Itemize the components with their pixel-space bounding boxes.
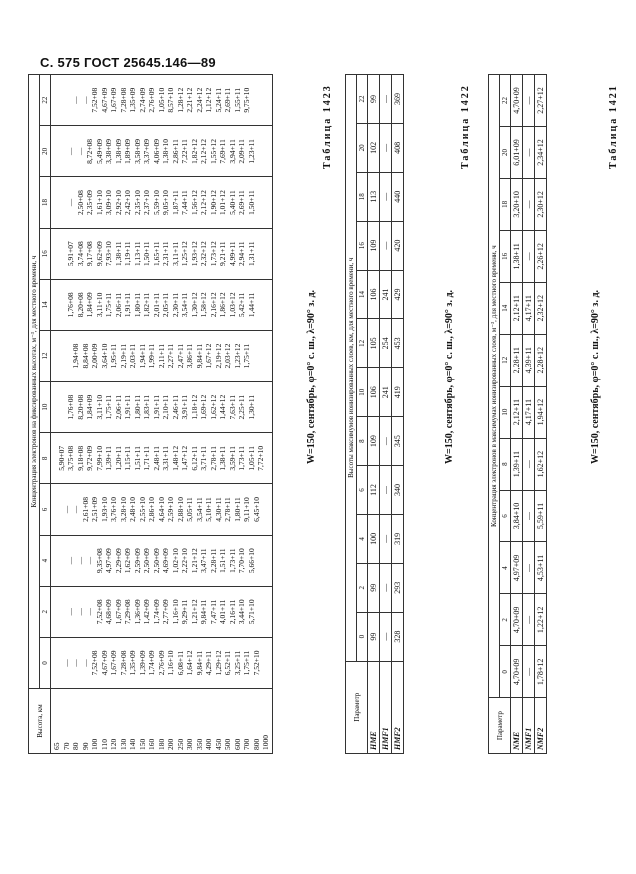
table-1421-group-head: Концентрация электронов в максимумах ионизированных слоев, м⁻³, для местного времени, ч: [489, 75, 500, 698]
table-1423-hour-head: 4: [40, 535, 51, 586]
table-1422-hour-head: 4: [357, 514, 368, 563]
table-1421-value-cell: —: [523, 646, 535, 698]
table-1421-value-cell: 2,32+12: [535, 282, 547, 334]
table-1422-value-cell: 99: [368, 563, 380, 612]
table-1422-value-cell: —: [380, 466, 392, 515]
table-1421-hour-head: 8: [500, 438, 511, 490]
table-1423-value-column: 5,91+07 3,74+08 9,17+08 9,62+09 7,93+10 1,38+11 1,19+11 1,13+11 1,50+11 1,65+11 2,31+11 3,11+11 1,25+12 1,93+12 2,32+12 1,73+12 9,21+11 4,99+11 2,94+11 1,31+11: [51, 228, 273, 279]
table-1421-hour-head: 12: [500, 334, 511, 386]
table-1421-param-head: Параметр: [489, 698, 511, 754]
table-1423-param-head: Высота, км: [29, 689, 51, 754]
table-1422-hour-head: 12: [357, 319, 368, 368]
table-1423-hour-head: 12: [40, 330, 51, 381]
table-1422-value-cell: 453: [392, 319, 404, 368]
table-1422-value-cell: 106: [368, 270, 380, 319]
table-1423-value-column: — — — 7,52+08 4,67+09 1,67+09 7,28+08 1,35+09 1,39+09 1,74+09 2,76+09 1,16+10 6,08+11 1,64+12 9,84+11 4,29+11 1,29+12 6,52+11 3,25+11 1,75+11 7,52+10: [51, 637, 273, 688]
table-1421-row: [535, 75, 547, 754]
table-1423-value-column: 1,76+08 8,20+08 1,84+09 3,11+10 1,75+11 2,06+11 1,91+11 1,80+11 1,82+11 2,01+11 2,05+11 2,30+11 3,54+11 1,30+12 1,58+12 2,16+12 1,86+12 1,03+12 5,42+11 1,44+11: [51, 279, 273, 330]
table-1423-hour-head: 14: [40, 279, 51, 330]
table-1421-value-cell: 2,26+12: [535, 230, 547, 282]
table-1421-value-cell: 4,70+09: [511, 594, 523, 646]
table-1423-group-head: Концентрация электронов на фиксированных высотах, м⁻³, для местного времени, ч: [29, 75, 40, 689]
table-1423-hour-head: 8: [40, 433, 51, 484]
table-1422-hour-head: 10: [357, 368, 368, 417]
table-1422-param-cell: HMF1: [380, 661, 392, 753]
table-1421-value-cell: —: [523, 230, 535, 282]
table-1421-value-cell: —: [523, 438, 535, 490]
table-1422-row: [368, 75, 380, 754]
table-1423-hour-head: 22: [40, 75, 51, 126]
table-1422-value-cell: 106: [368, 368, 380, 417]
table-1421-value-cell: 2,12+11: [511, 386, 523, 438]
table-1422-value-cell: 99: [368, 612, 380, 661]
table-1423-hour-head: 18: [40, 177, 51, 228]
table-1422-value-cell: 345: [392, 417, 404, 466]
table-1422-value-cell: —: [380, 75, 392, 124]
table-1421-hour-head: 22: [500, 75, 511, 127]
table-1422-value-cell: 328: [392, 612, 404, 661]
table-1421-hour-head: 18: [500, 178, 511, 230]
table-1423-hour-head: 10: [40, 382, 51, 433]
table-1423-value-column: — — 2,61+08 2,51+09 1,93+10 3,76+10 3,28+10 2,48+10 2,55+10 2,86+10 4,64+10 2,59+10 2,88+10 5,05+11 3,54+11 5,10+11 4,30+11 2,78+11 1,80+11 9,11+10 6,45+10: [51, 484, 273, 535]
table-1422-row: [392, 75, 404, 754]
table-1422-label: Таблица 1422: [460, 84, 471, 169]
table-1422-value-cell: 369: [392, 75, 404, 124]
table-1423-value-column: — — — 7,52+08 4,68+09 1,67+09 7,29+08 1,36+09 1,42+09 1,74+09 2,77+09 1,16+10 9,29+11 1,21+12 9,84+11 7,47+11 4,01+11 2,16+11 3,44+10 5,71+10: [51, 586, 273, 637]
table-1421-value-cell: 1,39+11: [511, 438, 523, 490]
table-1422-value-cell: —: [380, 417, 392, 466]
table-1421-value-cell: —: [523, 126, 535, 178]
table-1423-condition: W=150, сентябрь, φ=0° с. ш., λ=90° з. д.: [306, 289, 317, 464]
table-1421-row: [511, 75, 523, 754]
table-1421-value-cell: 3,20+10: [511, 178, 523, 230]
table-1422-value-cell: 420: [392, 221, 404, 270]
table-1422-row: [380, 75, 392, 754]
table-1422-value-cell: 99: [368, 75, 380, 124]
table-1421-value-cell: 2,12+11: [511, 282, 523, 334]
table-1421-hour-head: 16: [500, 230, 511, 282]
table-1422-value-cell: 105: [368, 319, 380, 368]
rotated-content: [0, 14, 636, 874]
table-1423-label: Таблица 1423: [322, 84, 333, 169]
table-1422-value-cell: 241: [380, 270, 392, 319]
table-1421-hour-head: 0: [500, 646, 511, 698]
table-1421-value-cell: 3,84+10: [511, 490, 523, 542]
table-1421-param-cell: NMF2: [535, 698, 547, 754]
table-1421-value-cell: 4,53+11: [535, 542, 547, 594]
table-1421-param-cell: NME: [511, 698, 523, 754]
page-header: С. 575 ГОСТ 25645.146—89: [40, 55, 216, 70]
table-1421-value-cell: 2,28+12: [535, 334, 547, 386]
table-1423-value-column: — 2,50+08 2,35+09 1,61+10 3,09+10 2,92+10 2,42+10 2,35+10 2,37+10 5,59+10 9,05+10 1,87+11 7,44+11 1,56+12 2,12+12 1,90+12 1,01+12 5,40+11 2,69+11 1,50+11: [51, 177, 273, 228]
table-1422-hour-head: 14: [357, 270, 368, 319]
table-1421-hour-head: 20: [500, 126, 511, 178]
table-1422-value-cell: —: [380, 563, 392, 612]
table-1421-value-cell: 4,70+09: [511, 646, 523, 698]
table-1421-value-cell: —: [523, 542, 535, 594]
table-1421-value-cell: 1,62+12: [535, 438, 547, 490]
table-1421-row: [523, 75, 535, 754]
table-1422-value-cell: 440: [392, 172, 404, 221]
table-1423-hour-head: 2: [40, 586, 51, 637]
table-1422-param-head: Параметр: [346, 661, 368, 753]
table-1422-value-cell: 293: [392, 563, 404, 612]
table-1421: [488, 74, 547, 754]
table-1421-hour-head: 4: [500, 542, 511, 594]
table-1421-value-cell: 4,70+09: [511, 75, 523, 127]
table-1422-value-cell: 112: [368, 466, 380, 515]
table-1423-hour-head: 20: [40, 126, 51, 177]
table-1421-value-cell: 4,39+11: [523, 334, 535, 386]
table-1423-value-column: 1,76+08 8,20+08 1,84+09 3,11+10 1,75+11 2,06+11 1,91+11 1,80+11 1,83+11 1,91+11 2,10+11 2,46+11 3,91+11 1,18+12 1,69+12 1,62+12 1,44+12 7,63+11 2,25+11 1,30+11: [51, 382, 273, 433]
table-1422-value-cell: —: [380, 172, 392, 221]
table-1421-value-cell: 4,17+11: [523, 282, 535, 334]
table-1423-hour-head: 16: [40, 228, 51, 279]
table-1422-value-cell: 340: [392, 466, 404, 515]
table-1422-value-cell: 109: [368, 417, 380, 466]
table-1423-hour-head: 0: [40, 637, 51, 688]
table-1422-value-cell: —: [380, 221, 392, 270]
table-1421-hour-head: 10: [500, 386, 511, 438]
table-1423: [28, 74, 273, 754]
table-1423-value-column: 1,94+08 8,84+08 2,00+09 3,64+10 1,95+11 2,19+11 2,03+11 1,94+11 1,99+11 2,11+11 2,27+11 2,47+11 3,86+11 9,84+11 1,67+12 2,19+12 2,03+12 1,23+12 1,75+11: [51, 330, 273, 381]
table-1421-hour-head: 14: [500, 282, 511, 334]
table-1421-value-cell: 2,34+12: [535, 126, 547, 178]
table-1421-value-cell: 6,01+09: [511, 126, 523, 178]
table-1422-value-cell: —: [380, 612, 392, 661]
table-1422: [345, 74, 404, 754]
table-1421-value-cell: —: [523, 594, 535, 646]
table-1423-value-column: 5,90+07 3,75+08 9,18+08 9,72+09 7,99+10 1,39+11 1,20+11 1,15+11 1,51+11 1,71+11 2,48+11 3,31+11 1,48+12 1,47+12 6,12+11 3,71+11 2,78+11 1,38+11 3,59+11 1,73+11 1,05+11 7,72+10: [51, 433, 273, 484]
table-1422-value-cell: 419: [392, 368, 404, 417]
table-1422-value-cell: 319: [392, 514, 404, 563]
table-1422-param-cell: HME: [368, 661, 380, 753]
table-1421-value-cell: 5,59+11: [535, 490, 547, 542]
table-1421-value-cell: —: [523, 490, 535, 542]
table-1421-hour-head: 6: [500, 490, 511, 542]
table-1421-value-cell: 2,28+11: [511, 334, 523, 386]
table-1421-value-cell: 1,38+11: [511, 230, 523, 282]
table-1423-value-column: — — — 9,35+08 4,97+09 2,29+09 1,62+09 2,59+09 2,50+09 2,50+09 4,69+09 1,02+10 2,22+10 1,21+12 3,47+11 2,28+11 1,51+11 1,73+11 7,70+10 5,66+10: [51, 535, 273, 586]
table-1422-param-cell: HMF2: [392, 661, 404, 753]
table-1422-value-cell: 429: [392, 270, 404, 319]
table-1422-value-cell: 113: [368, 172, 380, 221]
table-1421-hour-head: 2: [500, 594, 511, 646]
table-1421-label: Таблица 1421: [608, 84, 619, 169]
table-1421-value-cell: 1,94+12: [535, 386, 547, 438]
table-1422-value-cell: 102: [368, 123, 380, 172]
table-1422-hour-head: 8: [357, 417, 368, 466]
table-1423-heights-cell: 65 70 80 90 100 110 120 130 140 150 160 180 200 250 300 350 400 450 500 600 700 800 1000: [51, 689, 273, 754]
table-1422-value-cell: 100: [368, 514, 380, 563]
table-1421-value-cell: 2,30+12: [535, 178, 547, 230]
table-1421-condition: W=150, сентябрь, φ=0° с. ш., λ=90° з. д.: [590, 289, 601, 464]
table-1423-value-column: — — 7,52+08 4,67+09 1,67+09 7,28+08 1,35+09 2,74+09 2,76+09 1,05+10 8,57+10 1,28+12 2,21+12 2,24+12 1,12+12 5,24+11 2,69+11 1,55+11 9,75+10: [51, 75, 273, 126]
table-1422-hour-head: 16: [357, 221, 368, 270]
table-1422-hour-head: 18: [357, 172, 368, 221]
table-1423-value-column: — — 8,72+08 5,49+09 3,38+09 1,38+09 1,89+09 3,58+09 3,37+09 4,06+09 1,38+10 2,86+11 7,22+11 1,82+12 2,12+12 1,55+12 7,69+11 3,94+11 2,09+11 1,23+11: [51, 126, 273, 177]
table-1421-value-cell: 4,97+09: [511, 542, 523, 594]
table-1421-value-cell: —: [523, 75, 535, 127]
table-1422-hour-head: 6: [357, 466, 368, 515]
table-1421-value-cell: 1,78+12: [535, 646, 547, 698]
table-1422-hour-head: 0: [357, 612, 368, 661]
table-1422-value-cell: —: [380, 514, 392, 563]
table-1421-value-cell: —: [523, 178, 535, 230]
table-1423-body-row: [51, 75, 273, 754]
table-1421-value-cell: 4,17+11: [523, 386, 535, 438]
table-1423-hour-head: 6: [40, 484, 51, 535]
table-1422-value-cell: —: [380, 123, 392, 172]
table-1422-hour-head: 22: [357, 75, 368, 124]
table-1421-value-cell: 1,22+12: [535, 594, 547, 646]
table-1422-value-cell: 254: [380, 319, 392, 368]
table-1421-value-cell: 2,27+12: [535, 75, 547, 127]
table-1422-value-cell: 241: [380, 368, 392, 417]
table-1422-group-head: Высоты максимумов ионизированных слоев, км, для местного времени, ч: [346, 75, 357, 662]
table-1421-param-cell: NMF1: [523, 698, 535, 754]
table-1422-value-cell: 109: [368, 221, 380, 270]
table-1422-hour-head: 20: [357, 123, 368, 172]
table-1422-value-cell: 408: [392, 123, 404, 172]
table-1422-hour-head: 2: [357, 563, 368, 612]
table-1422-condition: W=150, сентябрь, φ=0° с. ш., λ=90° з. д.: [444, 289, 455, 464]
